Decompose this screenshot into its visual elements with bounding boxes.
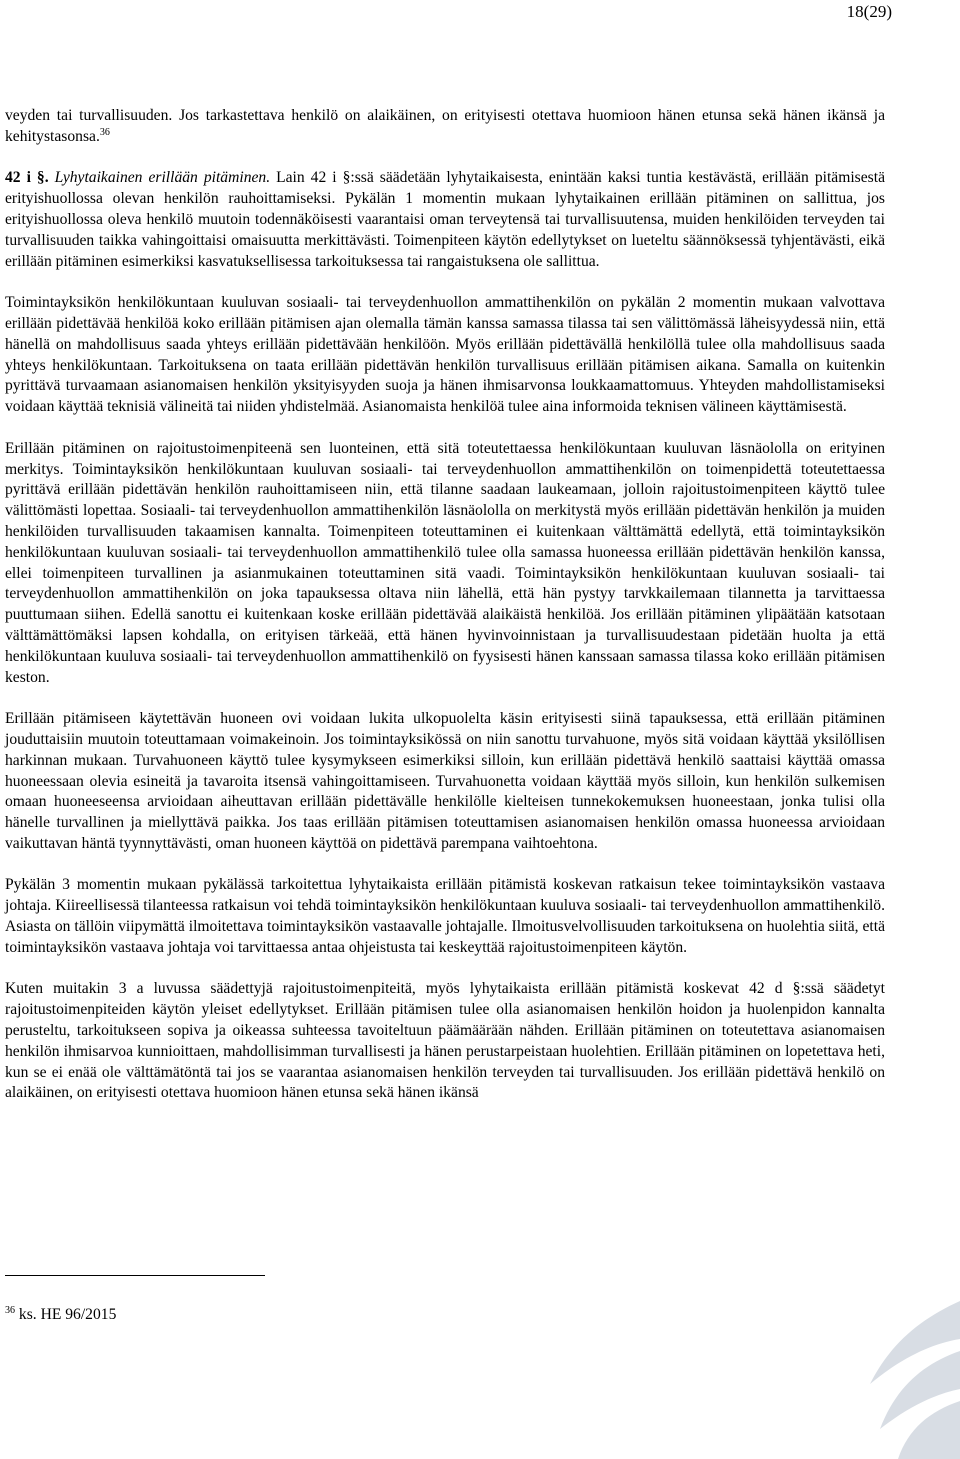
- paragraph-5: Pykälän 3 momentin mukaan pykälässä tarkoitettua lyhytaikaista erillään pitämistä koskevan ratkaisun tekee toimintayksikön vastaava johtaja. Kiireellisessä tilanteessa ratkaisun voi tehdä toimintayksikön henkilökuntaan kuuluva sosiaali- tai terveydenhuollon ammattihenkilö. Asiasta on tällöin viipymättä ilmoitettava toimintayksikön vastaavalle johtajalle. Ilmoitusvelvollisuuden tarkoituksena on huolehtia siitä, että toimintayksikön vastaava johtaja voi tarvittaessa antaa ohjeistusta tai keskeyttää rajoitustoimenpiteen käytön.: [5, 876, 885, 956]
- paragraph-2: Toimintayksikön henkilökuntaan kuuluvan sosiaali- tai terveydenhuollon ammattihenkilön on pykälän 2 momentin mukaan valvottava erillään pidettävää henkilöä koko erillään pitämisen ajan olemalla tämän kanssa samassa tilassa tai sen välittömässä läheisyydessä niin, että hänellä on mahdollisuus saada yhteys erillään pidettävään henkilöön. Myös erillään pidettävällä henkilöllä tulee olla mahdollisuus saada yhteys henkilökuntaan. Tarkoituksena on taata erillään pidettävän henkilön turvallisuus erillään pitämisen aikana. Samalla on kuitenkin pyrittävä turvaamaan asianomaisen henkilön yksityisyyden suoja ja hänen ihmisarvonsa loukkaamattomuus. Yhteyden mahdollistamiseksi voidaan käyttää teknisiä välineitä tai niiden yhdistelmää. Asianomaista henkilöä tulee aina informoida teknisen välineen käyttämisestä.: [5, 294, 885, 416]
- paragraph-3: Erillään pitäminen on rajoitustoimenpiteenä sen luonteinen, että sitä toteutettaessa henkilökuntaan kuuluvan läsnäololla on erityinen merkitys. Toimintayksikön henkilökuntaan kuuluvan sosiaali- tai terveydenhuollon ammattihenkilön on toimenpidettä toteutettaessa pyrittävä erillään pidettävän henkilön rauhoittamiseen niin, että tilanne saadaan laukeamaan, jolloin rajoitustoimenpiteen käyttö tulee välittömästi lopettaa. Sosiaali- tai terveydenhuollon ammattihenkilön läsnäololla on merkitystä myös erillään pidettävän henkilön ja muiden henkilöiden turvallisuuden takaamisen kannalta. Toimenpiteen toteuttaminen ei kuitenkaan välttämättä edellytä, että toimintayksikön henkilökuntaan kuuluvan sosiaali- tai terveydenhuollon ammattihenkilö tulee olla samassa huoneessa erillään pidettävän henkilön kanssa, ellei toimenpiteen turvallinen ja asianmukainen toteuttaminen sitä vaadi. Toimintayksikön henkilökuntaan kuuluvan sosiaali- tai terveydenhuollon ammattihenkilön on joka tapauksessa oltava niin lähellä, että hän pystyy tarvkkailemaan tilannetta ja tarvittaessa puuttumaan siihen. Edellä sanottu ei kuitenkaan koske erillään pidettävää alaikäistä henkilöä. Jos erillään pitäminen ylipäätään katsotaan välttämättömäksi lapsen kohdalla, on erityisen tärkeää, että hänen hyvinvoinnistaan ja turvallisuudestaan pidetään huolta ja että henkilökuntaan kuuluva sosiaali- tai terveydenhuollon ammattihenkilö on fyysisesti hänen kanssaan samassa tilassa koko erillään pitämisen keston.: [5, 439, 885, 686]
- paragraph-6: Kuten muitakin 3 a luvussa säädettyjä rajoitustoimenpiteitä, myös lyhytaikaista erillään pitämistä koskevat 42 d §:ssä säädetyt rajoitustoimenpiteiden käytön yleiset edellytykset. Erillään pitämisen tulee olla asianomaisen henkilön hoidon ja huolenpidon kannalta perusteltu, tarkoitukseen sopiva ja oikeassa suhteessa tavoiteltuun päämäärään nähden. Erillään pitäminen on toteutettava asianomaisen henkilön ihmisarvoa kunnioittaen, mahdollisimman turvallisesti ja hänen perustarpeistaan huolehtien. Erillään pitäminen on lopetettava heti, kun se ei enää ole välttämätöntä tai jos se vaarantaa asianomaisen henkilön terveyden tai turvallisuuden. Jos erillään pidettävä henkilö on alaikäinen, on erityisesti otettava huomioon hänen etunsa sekä hänen ikänsä: [5, 980, 885, 1102]
- body-text: [5, 106, 885, 1104]
- paragraph-1-text: Lain 42 i §:ssä säädetään lyhytaikaisesta, enintään kaksi tuntia kestävästä, erillään pitämisestä erityishuollossa olevan henkilön rauhoittamiseksi. Pykälän 1 momentin mukaan lyhytaikainen erillään pitäminen on sallittua, jos erityishuollossa oleva henkilö muutoin todennäköisesti vaarantaisi oman terveytensä tai turvallisuutensa, muiden henkilöiden terveyden tai turvallisuuden taikka vahingoittaisi omaisuutta merkittävästi. Toimenpiteen käytön edellytykset on lueteltu säännöksessä tyhjentävästi, eikä erillään pitäminen esimerkiksi kasvatuksellisessa tarkoituksessa tai rangaistuksena ole sallittua.: [5, 169, 885, 270]
- paragraph-4: Erillään pitämiseen käytettävän huoneen ovi voidaan lukita ulkopuolelta käsin erityisesti siinä tapauksessa, että erillään pitäminen jouduttaisiin muutoin toteuttamaan voimakeinoin. Jos toimintayksikössä on niin sanottu turvahuone, myös sitä voidaan käyttää yksilöllisen harkinnan mukaan. Turvahuoneen käyttö tulee kysymykseen esimerkiksi silloin, kun erillään pidettävä henkilö saattaisi käyttää omassa huoneessaan olevia esineitä ja tavaroita itsensä vahingoittamiseen. Turvahuonetta voidaan käyttää myös silloin, kun henkilön sulkemisen omaan huoneeseensa arvioidaan aiheuttavan erillään pidettävälle henkilölle kielteisen tunnekokemuksen huoneestaan, jonka tulisi olla hänelle turvallinen ja miellyttävä paikka. Jos taas erillään pitämisen toteuttamisen asianomaisen henkilön omassa huoneessa arvioidaan vaikuttavan häntä tyynnyttävästi, oman huoneen käyttöä on pidettävä parempana vaihtoehtona.: [5, 710, 885, 852]
- footnote-number: 36: [5, 1305, 15, 1316]
- watermark-logo-icon: [810, 1289, 960, 1459]
- paragraph-0: [5, 106, 885, 148]
- page-number: 18(29): [846, 2, 892, 21]
- footnote: [5, 1306, 116, 1324]
- paragraph-1: [5, 168, 885, 272]
- section-number: 42 i §.: [5, 169, 49, 187]
- footnote-text: ks. HE 96/2015: [18, 1306, 117, 1323]
- footnote-reference[interactable]: 36: [99, 126, 110, 138]
- paragraph-0-text: veyden tai turvallisuuden. Jos tarkastettava henkilö on alaikäinen, on erityisesti otettava huomioon hänen etunsa sekä hänen ikänsä ja kehitystasonsa.: [5, 107, 885, 145]
- footnote-divider: [5, 1275, 265, 1276]
- section-heading: Lyhytaikainen erillään pitäminen.: [54, 169, 271, 187]
